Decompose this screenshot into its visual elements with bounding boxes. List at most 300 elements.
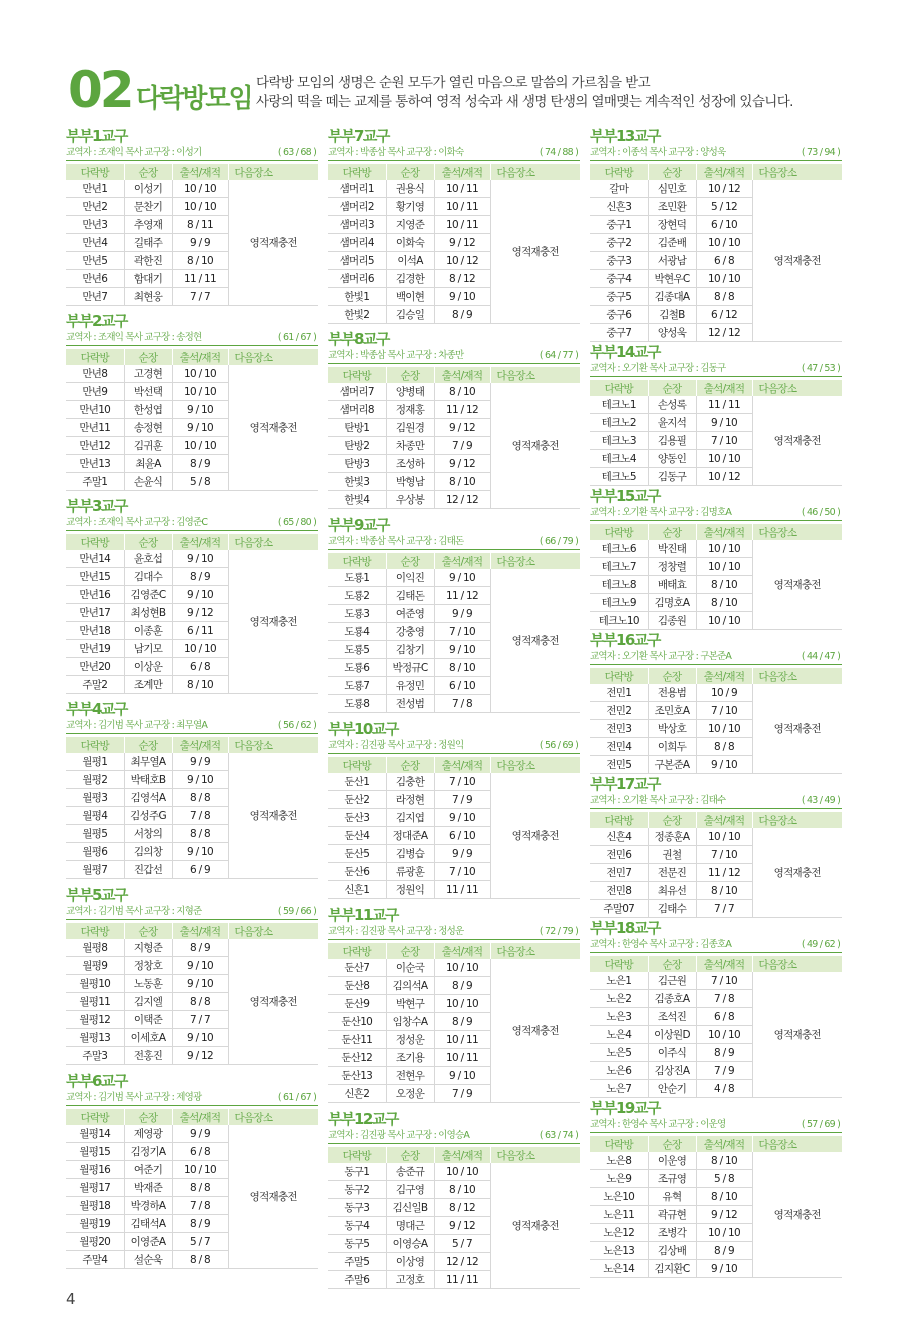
cell-room: 만년9: [66, 383, 124, 401]
parish-group: [328, 905, 580, 1103]
header-col3: 출석/재적: [172, 923, 228, 939]
cell-leader: 남기모: [124, 640, 172, 658]
cell-attendance: 6 / 8: [172, 658, 228, 676]
cell-leader: 류광훈: [386, 863, 434, 881]
parish-group: [590, 774, 842, 918]
cell-next-place: 영적재충전: [490, 773, 580, 899]
cell-room: 월평12: [66, 1011, 124, 1029]
cell-next-place: 영적재충전: [490, 383, 580, 509]
cell-room: 만년5: [66, 252, 124, 270]
table-row: [590, 1152, 842, 1170]
cell-room: 노은10: [590, 1188, 648, 1206]
header-col2: 순장: [386, 943, 434, 959]
cell-room: 탄방1: [328, 419, 386, 437]
cell-room: 테크노2: [590, 414, 648, 432]
parish-group: [328, 515, 580, 713]
cell-leader: 전현우: [386, 1067, 434, 1085]
cell-leader: 김상진A: [648, 1062, 696, 1080]
cell-leader: 강충영: [386, 623, 434, 641]
cell-leader: 이종훈: [124, 622, 172, 640]
cell-attendance: 7 / 8: [172, 1197, 228, 1215]
group-info: [590, 362, 842, 377]
cell-room: 만년17: [66, 604, 124, 622]
cell-room: 샘머리3: [328, 216, 386, 234]
cell-leader: 송정현: [124, 419, 172, 437]
cell-attendance: 11 / 11: [434, 1271, 490, 1289]
cell-leader: 김근원: [648, 972, 696, 990]
cell-room: 동구4: [328, 1217, 386, 1235]
group-table: [328, 757, 581, 899]
group-leaders: 교역자 : 김기범 목사 교구장 : 최무열A: [66, 720, 208, 731]
header-col3: 출석/재적: [434, 943, 490, 959]
cell-attendance: 12 / 12: [696, 324, 752, 342]
group-table: [590, 524, 843, 630]
cell-leader: 최무열A: [124, 753, 172, 771]
cell-attendance: 10 / 11: [434, 1031, 490, 1049]
header-col2: 순장: [386, 367, 434, 383]
cell-leader: 김지엘: [124, 993, 172, 1011]
table-row: [328, 959, 580, 977]
group-table: [328, 1147, 581, 1289]
group-leaders: 교역자 : 박종삼 목사 교구장 : 차종만: [328, 350, 464, 361]
parish-group: [66, 699, 318, 879]
header-col4: 다음장소: [228, 1109, 318, 1125]
header-col4: 다음장소: [752, 668, 842, 684]
cell-room: 테크노10: [590, 612, 648, 630]
header-col4: 다음장소: [752, 812, 842, 828]
cell-room: 테크노8: [590, 576, 648, 594]
cell-attendance: 11 / 12: [696, 864, 752, 882]
header-col1: 다락방: [66, 737, 124, 753]
cell-attendance: 6 / 9: [172, 861, 228, 879]
group-leaders: 교역자 : 오기환 목사 교구장 : 김동구: [590, 363, 726, 374]
group-table: [590, 1136, 843, 1278]
cell-room: 전민5: [590, 756, 648, 774]
header-col2: 순장: [648, 812, 696, 828]
cell-room: 월평14: [66, 1125, 124, 1143]
table-header-row: [590, 1136, 842, 1152]
group-info: [66, 1091, 318, 1106]
table-row: [590, 540, 842, 558]
cell-leader: 조민환: [648, 198, 696, 216]
cell-attendance: 10 / 10: [172, 437, 228, 455]
group-title: 부부8교구: [328, 330, 389, 348]
header-col2: 순장: [124, 349, 172, 365]
header-col1: 다락방: [328, 367, 386, 383]
cell-next-place: 영적재충전: [228, 753, 318, 879]
header-col4: 다음장소: [490, 757, 580, 773]
parish-group: [66, 1071, 318, 1269]
header-col3: 출석/재적: [696, 380, 752, 396]
cell-room: 월평3: [66, 789, 124, 807]
cell-room: 둔산11: [328, 1031, 386, 1049]
header-col1: 다락방: [590, 812, 648, 828]
cell-leader: 이희두: [648, 738, 696, 756]
cell-room: 중구2: [590, 234, 648, 252]
group-info: [328, 146, 580, 161]
cell-leader: 서창의: [124, 825, 172, 843]
header-col4: 다음장소: [228, 923, 318, 939]
cell-leader: 김태석A: [124, 1215, 172, 1233]
group-attendance-total: ( 64 / 77 ): [539, 350, 578, 361]
cell-leader: 이석A: [386, 252, 434, 270]
group-info: [66, 146, 318, 161]
group-attendance-total: ( 49 / 62 ): [801, 939, 840, 950]
cell-room: 둔산5: [328, 845, 386, 863]
cell-leader: 이상운: [124, 658, 172, 676]
cell-leader: 김신일B: [386, 1199, 434, 1217]
cell-room: 노은4: [590, 1026, 648, 1044]
cell-attendance: 9 / 12: [434, 419, 490, 437]
group-title: 부부3교구: [66, 497, 127, 515]
header-col2: 순장: [124, 923, 172, 939]
cell-room: 만년13: [66, 455, 124, 473]
cell-attendance: 7 / 10: [696, 846, 752, 864]
cell-room: 월평16: [66, 1161, 124, 1179]
page-header: [68, 62, 868, 118]
cell-leader: 오정운: [386, 1085, 434, 1103]
cell-leader: 곽한진: [124, 252, 172, 270]
cell-leader: 최성현B: [124, 604, 172, 622]
cell-attendance: 12 / 12: [434, 1253, 490, 1271]
cell-attendance: 10 / 10: [696, 828, 752, 846]
header-col1: 다락방: [66, 349, 124, 365]
cell-room: 월평8: [66, 939, 124, 957]
cell-room: 월평15: [66, 1143, 124, 1161]
parish-group: [66, 496, 318, 694]
group-attendance-total: ( 44 / 47 ): [801, 651, 840, 662]
cell-leader: 최현웅: [124, 288, 172, 306]
group-info: [328, 1129, 580, 1144]
cell-leader: 이운영: [648, 1152, 696, 1170]
cell-attendance: 7 / 8: [434, 695, 490, 713]
cell-room: 만년8: [66, 365, 124, 383]
cell-room: 만년7: [66, 288, 124, 306]
cell-attendance: 8 / 8: [172, 789, 228, 807]
parish-group: [328, 329, 580, 509]
header-col1: 다락방: [66, 164, 124, 180]
cell-leader: 지영준: [386, 216, 434, 234]
cell-leader: 제영광: [124, 1125, 172, 1143]
cell-attendance: 7 / 8: [696, 990, 752, 1008]
cell-room: 주말4: [66, 1251, 124, 1269]
group-attendance-total: ( 74 / 88 ): [539, 147, 578, 158]
cell-attendance: 11 / 12: [434, 587, 490, 605]
cell-room: 샘머리5: [328, 252, 386, 270]
cell-room: 샘머리6: [328, 270, 386, 288]
cell-attendance: 10 / 11: [434, 198, 490, 216]
cell-room: 월평9: [66, 957, 124, 975]
page-number: 4: [66, 1290, 76, 1308]
header-col4: 다음장소: [490, 553, 580, 569]
cell-room: 전민2: [590, 702, 648, 720]
cell-attendance: 9 / 10: [172, 975, 228, 993]
parish-group: [328, 1109, 580, 1289]
cell-attendance: 9 / 12: [172, 1047, 228, 1065]
cell-room: 샘머리7: [328, 383, 386, 401]
cell-leader: 김귀훈: [124, 437, 172, 455]
cell-room: 주말1: [66, 473, 124, 491]
cell-leader: 고정호: [386, 1271, 434, 1289]
header-col1: 다락방: [328, 943, 386, 959]
group-leaders: 교역자 : 박종삼 목사 교구장 : 김태돈: [328, 536, 464, 547]
header-col2: 순장: [386, 1147, 434, 1163]
cell-leader: 박형남: [386, 473, 434, 491]
cell-leader: 진갑선: [124, 861, 172, 879]
cell-room: 노은6: [590, 1062, 648, 1080]
group-table: [66, 534, 319, 694]
cell-attendance: 10 / 10: [696, 270, 752, 288]
cell-attendance: 8 / 9: [434, 1013, 490, 1031]
cell-room: 월평2: [66, 771, 124, 789]
cell-leader: 여준영: [386, 605, 434, 623]
group-info: [328, 535, 580, 550]
cell-next-place: 영적재충전: [752, 1152, 842, 1278]
cell-attendance: 9 / 9: [172, 753, 228, 771]
group-table: [66, 164, 319, 306]
header-col1: 다락방: [66, 534, 124, 550]
cell-leader: 이상원D: [648, 1026, 696, 1044]
cell-next-place: 영적재충전: [490, 1163, 580, 1289]
section-title: 다락방모임: [136, 84, 252, 114]
cell-attendance: 7 / 10: [696, 972, 752, 990]
cell-room: 중구7: [590, 324, 648, 342]
group-title: 부부18교구: [590, 919, 660, 937]
group-attendance-total: ( 43 / 49 ): [801, 795, 840, 806]
group-table: [590, 956, 843, 1098]
header-col2: 순장: [648, 1136, 696, 1152]
table-header-row: [66, 737, 318, 753]
cell-room: 노은12: [590, 1224, 648, 1242]
group-title: 부부12교구: [328, 1110, 398, 1128]
cell-attendance: 5 / 7: [172, 1233, 228, 1251]
cell-attendance: 8 / 9: [696, 1044, 752, 1062]
cell-attendance: 9 / 9: [172, 1125, 228, 1143]
column-1: [66, 126, 318, 1269]
parish-group: [328, 126, 580, 324]
group-attendance-total: ( 56 / 69 ): [539, 740, 578, 751]
group-title: 부부13교구: [590, 127, 660, 145]
table-header-row: [66, 923, 318, 939]
table-header-row: [66, 534, 318, 550]
cell-room: 도룡6: [328, 659, 386, 677]
cell-room: 샘머리2: [328, 198, 386, 216]
cell-leader: 최윤A: [124, 455, 172, 473]
cell-attendance: 9 / 10: [172, 1029, 228, 1047]
header-col3: 출석/재적: [172, 1109, 228, 1125]
cell-attendance: 10 / 10: [696, 558, 752, 576]
cell-attendance: 10 / 10: [696, 720, 752, 738]
cell-room: 테크노1: [590, 396, 648, 414]
cell-room: 노은7: [590, 1080, 648, 1098]
group-table: [328, 553, 581, 713]
cell-leader: 정대준A: [386, 827, 434, 845]
cell-leader: 김동구: [648, 468, 696, 486]
cell-attendance: 10 / 11: [434, 216, 490, 234]
cell-attendance: 8 / 8: [172, 1179, 228, 1197]
header-col4: 다음장소: [228, 164, 318, 180]
cell-attendance: 6 / 8: [696, 1008, 752, 1026]
cell-room: 월평19: [66, 1215, 124, 1233]
group-attendance-total: ( 63 / 68 ): [277, 147, 316, 158]
cell-room: 주말5: [328, 1253, 386, 1271]
cell-room: 전민6: [590, 846, 648, 864]
group-title: 부부9교구: [328, 516, 389, 534]
cell-leader: 함대기: [124, 270, 172, 288]
cell-attendance: 7 / 9: [434, 437, 490, 455]
cell-attendance: 9 / 12: [434, 455, 490, 473]
cell-room: 둔산12: [328, 1049, 386, 1067]
cell-room: 월평5: [66, 825, 124, 843]
cell-leader: 조성하: [386, 455, 434, 473]
cell-leader: 김준배: [648, 234, 696, 252]
cell-leader: 심민호: [648, 180, 696, 198]
cell-room: 만년4: [66, 234, 124, 252]
cell-attendance: 8 / 10: [696, 1188, 752, 1206]
table-header-row: [590, 812, 842, 828]
cell-room: 월평1: [66, 753, 124, 771]
group-title: 부부17교구: [590, 775, 660, 793]
parish-group: [590, 342, 842, 486]
cell-room: 한빛3: [328, 473, 386, 491]
group-attendance-total: ( 63 / 74 ): [539, 1130, 578, 1141]
header-col2: 순장: [124, 737, 172, 753]
table-row: [328, 773, 580, 791]
header-col1: 다락방: [590, 380, 648, 396]
cell-attendance: 10 / 10: [434, 959, 490, 977]
cell-attendance: 8 / 10: [434, 473, 490, 491]
cell-room: 둔산7: [328, 959, 386, 977]
cell-leader: 이상영: [386, 1253, 434, 1271]
cell-attendance: 8 / 9: [696, 1242, 752, 1260]
header-col2: 순장: [124, 164, 172, 180]
cell-room: 탄방3: [328, 455, 386, 473]
group-info: [590, 794, 842, 809]
cell-room: 중구1: [590, 216, 648, 234]
cell-leader: 김용필: [648, 432, 696, 450]
parish-group: [66, 885, 318, 1065]
cell-next-place: 영적재충전: [228, 550, 318, 694]
cell-room: 만년10: [66, 401, 124, 419]
group-table: [590, 668, 843, 774]
cell-leader: 윤호섭: [124, 550, 172, 568]
group-attendance-total: ( 61 / 67 ): [277, 1092, 316, 1103]
group-info: [328, 349, 580, 364]
cell-attendance: 7 / 8: [172, 807, 228, 825]
cell-leader: 여준기: [124, 1161, 172, 1179]
group-leaders: 교역자 : 한영수 목사 교구장 : 이운영: [590, 1119, 726, 1130]
header-col2: 순장: [124, 1109, 172, 1125]
group-info: [590, 146, 842, 161]
cell-attendance: 7 / 9: [696, 1062, 752, 1080]
cell-room: 도룡1: [328, 569, 386, 587]
cell-attendance: 10 / 10: [172, 198, 228, 216]
header-col3: 출석/재적: [434, 757, 490, 773]
group-title: 부부10교구: [328, 720, 398, 738]
cell-attendance: 10 / 12: [696, 180, 752, 198]
header-col3: 출석/재적: [172, 534, 228, 550]
cell-leader: 구본준A: [648, 756, 696, 774]
group-title: 부부7교구: [328, 127, 389, 145]
cell-attendance: 8 / 10: [434, 659, 490, 677]
cell-room: 월평4: [66, 807, 124, 825]
cell-attendance: 8 / 8: [172, 1251, 228, 1269]
header-col2: 순장: [648, 164, 696, 180]
cell-leader: 전용범: [648, 684, 696, 702]
cell-leader: 박상호: [648, 720, 696, 738]
cell-attendance: 11 / 11: [696, 396, 752, 414]
cell-attendance: 8 / 8: [696, 288, 752, 306]
group-leaders: 교역자 : 조재익 목사 교구장 : 김영준C: [66, 517, 208, 528]
cell-leader: 조병각: [648, 1224, 696, 1242]
cell-room: 월평17: [66, 1179, 124, 1197]
cell-leader: 조민호A: [648, 702, 696, 720]
cell-attendance: 9 / 10: [172, 586, 228, 604]
cell-room: 전민8: [590, 882, 648, 900]
cell-room: 만년15: [66, 568, 124, 586]
cell-attendance: 10 / 10: [696, 1026, 752, 1044]
cell-attendance: 9 / 10: [434, 809, 490, 827]
cell-room: 동구5: [328, 1235, 386, 1253]
cell-leader: 권용식: [386, 180, 434, 198]
header-col1: 다락방: [328, 553, 386, 569]
cell-room: 주말07: [590, 900, 648, 918]
section-number: 02: [68, 61, 132, 119]
cell-leader: 박재준: [124, 1179, 172, 1197]
cell-attendance: 7 / 7: [172, 288, 228, 306]
cell-attendance: 8 / 10: [434, 383, 490, 401]
cell-attendance: 8 / 9: [172, 568, 228, 586]
group-leaders: 교역자 : 조재익 목사 교구장 : 송정현: [66, 332, 202, 343]
parish-group: [328, 719, 580, 899]
header-col4: 다음장소: [752, 524, 842, 540]
cell-attendance: 8 / 9: [172, 939, 228, 957]
cell-room: 둔산3: [328, 809, 386, 827]
parish-group: [66, 126, 318, 306]
description-line-2: 사랑의 떡을 떼는 교제를 통하여 영적 성숙과 새 생명 탄생의 열매맺는 계속적인 성장에 있습니다.: [256, 94, 793, 110]
group-table: [590, 380, 843, 486]
header-col1: 다락방: [590, 1136, 648, 1152]
cell-attendance: 8 / 10: [696, 594, 752, 612]
cell-attendance: 8 / 8: [172, 993, 228, 1011]
cell-leader: 김정기A: [124, 1143, 172, 1161]
header-col3: 출석/재적: [172, 737, 228, 753]
cell-next-place: 영적재충전: [228, 1125, 318, 1269]
cell-room: 도룡2: [328, 587, 386, 605]
cell-leader: 백이현: [386, 288, 434, 306]
cell-room: 둔산2: [328, 791, 386, 809]
cell-attendance: 8 / 9: [172, 455, 228, 473]
cell-attendance: 9 / 10: [434, 569, 490, 587]
cell-room: 테크노7: [590, 558, 648, 576]
header-col2: 순장: [648, 380, 696, 396]
header-col1: 다락방: [590, 956, 648, 972]
group-attendance-total: ( 65 / 80 ): [277, 517, 316, 528]
group-leaders: 교역자 : 김기범 목사 교구장 : 제영광: [66, 1092, 202, 1103]
cell-leader: 장현덕: [648, 216, 696, 234]
cell-attendance: 8 / 10: [696, 882, 752, 900]
cell-leader: 정원익: [386, 881, 434, 899]
cell-leader: 황기영: [386, 198, 434, 216]
group-attendance-total: ( 59 / 66 ): [277, 906, 316, 917]
table-row: [590, 396, 842, 414]
group-table: [66, 1109, 319, 1269]
cell-attendance: 7 / 10: [434, 773, 490, 791]
group-table: [66, 349, 319, 491]
group-leaders: 교역자 : 김진광 목사 교구장 : 정원익: [328, 740, 464, 751]
cell-attendance: 7 / 10: [696, 702, 752, 720]
header-col4: 다음장소: [490, 943, 580, 959]
